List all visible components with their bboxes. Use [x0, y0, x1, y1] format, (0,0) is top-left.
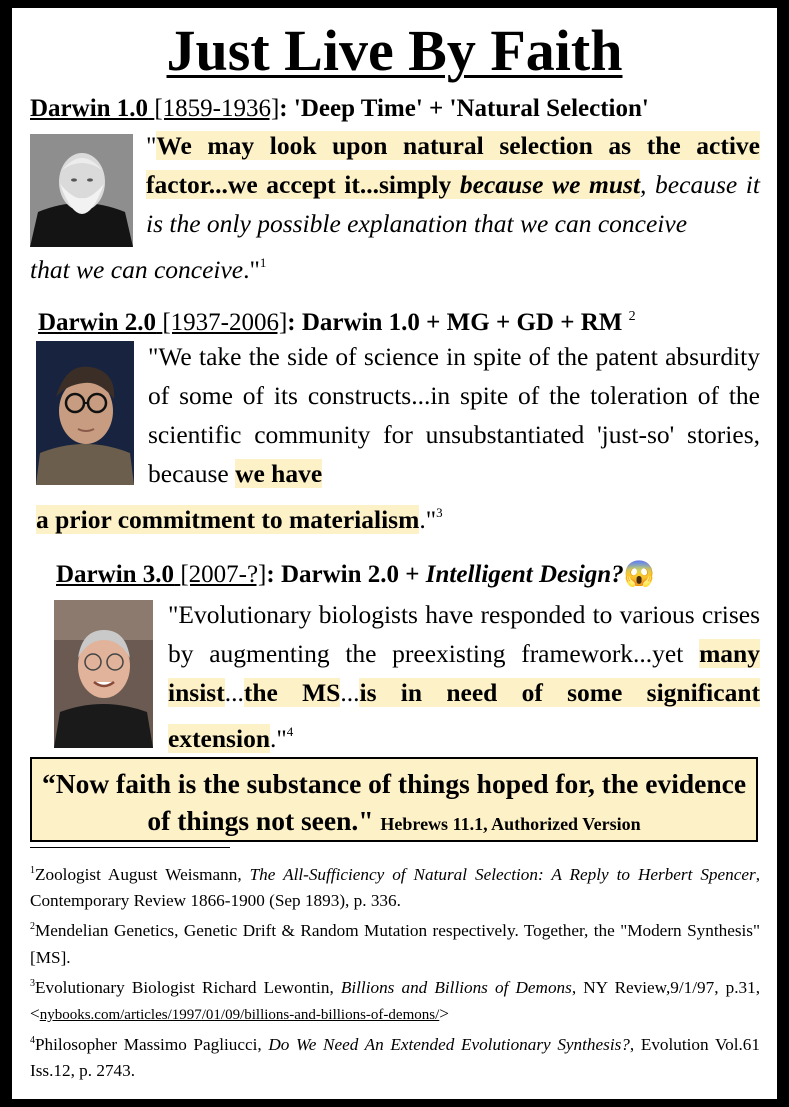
darwin-2-quote-top: "We take the side of science in spite of the patent absurdity of some of its constructs...in spite of the toleration of the scientific community for unsubstantiated 'just-so' stories, because we have [148, 342, 760, 488]
footnote-4: $^4$Philosopher Massimo Pagliucci, Do We Need An Extended Evolutionary Synthesis?, Evolution Vol.61 Iss.12, p. 2743. [30, 1035, 760, 1081]
nybooks-link[interactable]: nybooks.com/articles/1997/01/09/billions-and-billions-of-demons/ [39, 1007, 440, 1024]
verse-citation: Hebrews 11.1, Authorized Version [380, 814, 641, 834]
footnote-1: $^1$Zoologist August Weismann, The All-Sufficiency of Natural Selection: A Reply to Herbert Spencer, Contemporary Review 1866-1900 (Sep 1893), p. 336. [30, 865, 760, 911]
verse-text: “Now faith is the substance of things hoped for, the evidence of things not seen." [41, 768, 747, 836]
scream-emoji-icon: 😱 [623, 561, 655, 588]
weismann-portrait [30, 134, 133, 247]
darwin-1-quote-top: "We may look upon natural selection as the active factor...we accept it...simply because we must, because it is the only possible explanation that we can conceive [146, 131, 760, 238]
darwin-1-quote-end: that we can conceive."$^1$ [30, 255, 267, 284]
darwin-3-quote: "Evolutionary biologists have responded to various crises by augmenting the preexisting framework...yet many insist...the MS...is in need of some significant extension."$^4$ [168, 600, 760, 753]
footnote-3: $^3$Evolutionary Biologist Richard Lewontin, Billions and Billions of Demons, NY Review,9/1/97, p.31,<nybooks.com/articles/1997/01/09/billions-and-billions-of-demons/> [30, 977, 760, 1024]
page [12, 8, 777, 1099]
lewontin-portrait [36, 341, 134, 485]
pigliucci-portrait [54, 600, 153, 748]
footnote-divider [30, 847, 230, 848]
darwin-3-heading: Darwin 3.0 [2007-?]: Darwin 2.0 + Intelligent Design?😱 [56, 561, 655, 588]
page-title: Just Live By Faith [166, 18, 623, 83]
footnote-2: $^2$Mendelian Genetics, Genetic Drift & Random Mutation respectively. Together, the "Modern Synthesis" [MS]. [30, 921, 760, 967]
darwin-2-heading: Darwin 2.0 [1937-2006]: Darwin 1.0 + MG + GD + RM $^2$ [38, 309, 636, 336]
darwin-2-quote-end: a prior commitment to materialism."$^3$ [36, 505, 443, 534]
hebrews-verse-box [30, 757, 758, 842]
darwin-1-heading: Darwin 1.0 [1859-1936]: 'Deep Time' + 'Natural Selection' [30, 95, 649, 122]
footnotes [30, 858, 760, 1085]
